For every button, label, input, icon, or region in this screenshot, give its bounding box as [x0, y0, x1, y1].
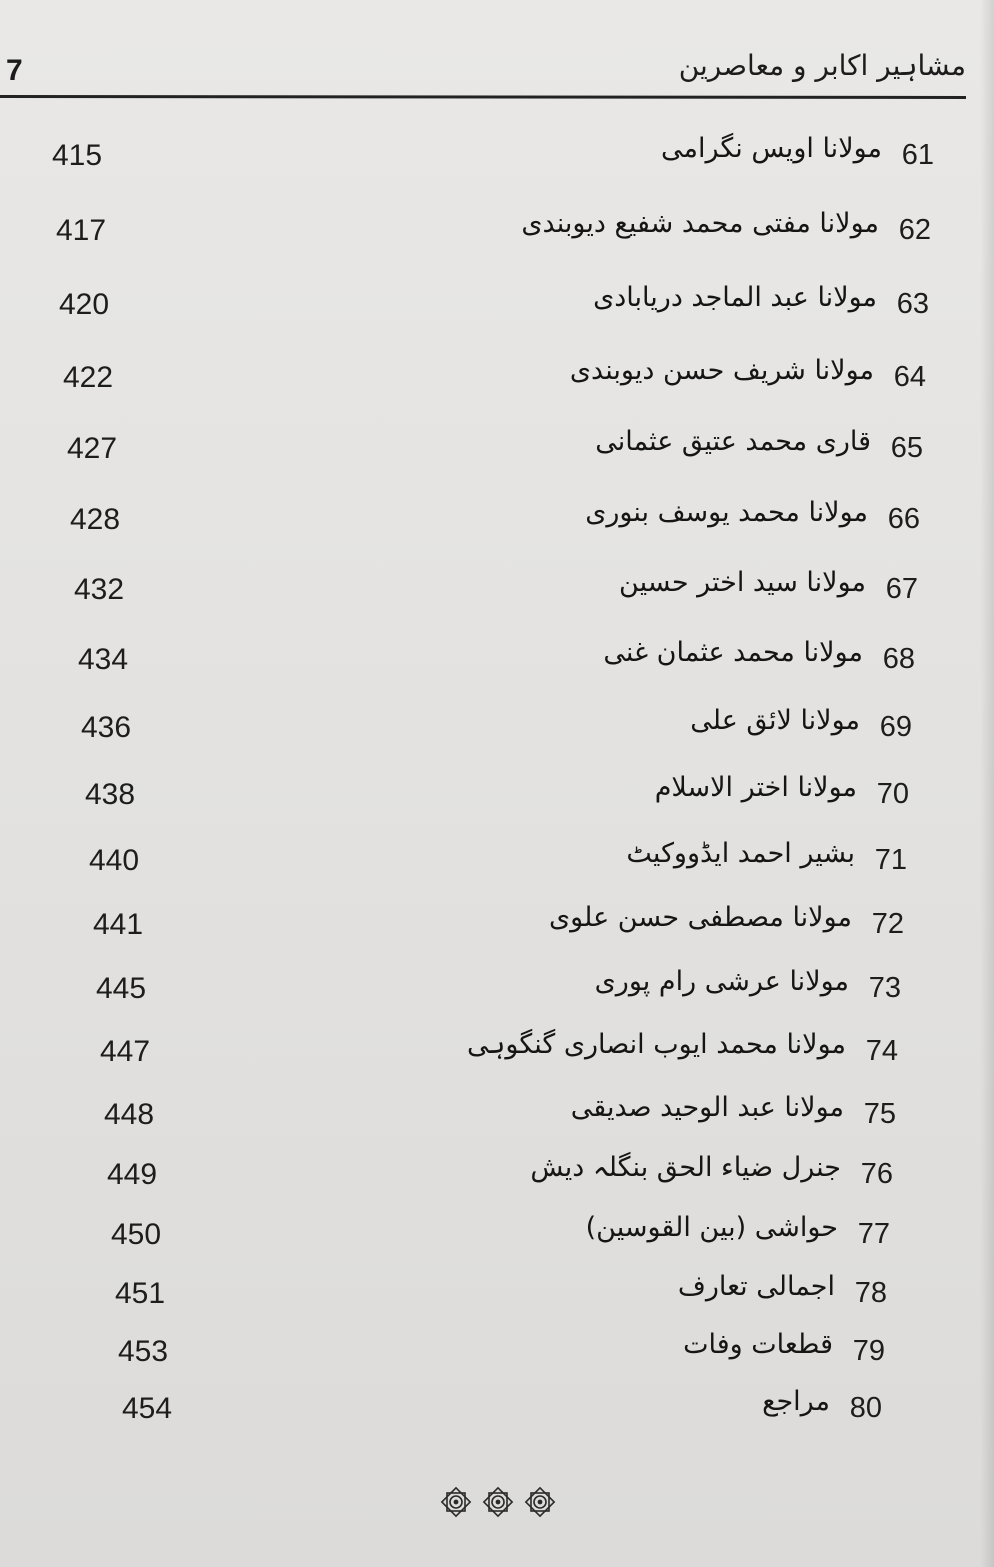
toc-entry-number: 71 [874, 844, 907, 876]
toc-entry-number: 77 [857, 1218, 890, 1250]
toc-entry-number: 76 [860, 1158, 893, 1190]
toc-entry-title: مولانا مفتی محمد شفیع دیوبندی [521, 208, 879, 239]
toc-row [0, 705, 994, 751]
toc-page-number: 432 [74, 573, 125, 606]
toc-entry-number: 66 [887, 503, 920, 535]
toc-page-number: 454 [122, 1392, 173, 1425]
toc-entry-number: 80 [849, 1392, 882, 1424]
toc-entry-title: مولانا عرشی رام پوری [594, 966, 849, 997]
flower-ornament-icon [481, 1485, 515, 1519]
toc-row [0, 355, 994, 401]
toc-row [0, 838, 994, 884]
toc-entry-number: 68 [882, 643, 915, 675]
toc-entry-title: مولانا عبد الوحید صدیقی [570, 1092, 844, 1123]
flower-ornament-icon [439, 1485, 473, 1519]
toc-entry-title: مولانا اویس نگرامی [661, 133, 882, 164]
toc-entry-number: 73 [868, 972, 901, 1004]
toc-row [0, 902, 994, 948]
toc-row [0, 282, 994, 328]
toc-row [0, 1271, 994, 1317]
toc-row [0, 133, 994, 179]
toc-page-number: 445 [96, 972, 147, 1005]
toc-entry-title: مولانا لائق علی [690, 705, 860, 736]
toc-entry-title: مولانا اختر الاسلام [654, 772, 857, 803]
toc-row [0, 637, 994, 683]
toc-page-number: 415 [52, 139, 103, 172]
toc-page-number: 447 [100, 1035, 151, 1068]
toc-entry-title: اجمالی تعارف [677, 1271, 835, 1302]
toc-row [0, 1092, 994, 1138]
toc-entry-number: 63 [896, 288, 929, 320]
running-title: مشاہیر اکابر و معاصرین [678, 49, 966, 82]
toc-page-number: 422 [63, 361, 114, 394]
toc-page-number: 417 [56, 214, 107, 247]
page-number: 7 [6, 54, 23, 87]
toc-entry-number: 74 [865, 1035, 898, 1067]
toc-page-number: 427 [67, 432, 118, 465]
toc-page-number: 441 [93, 908, 144, 941]
toc-entry-title: مراجع [762, 1386, 830, 1417]
toc-entry-title: جنرل ضیاء الحق بنگلہ دیش [530, 1152, 841, 1183]
toc-entry-title: مولانا محمد عثمان غنی [603, 637, 863, 668]
header-rule [0, 95, 966, 99]
toc-row [0, 1386, 994, 1432]
toc-entry-number: 78 [854, 1277, 887, 1309]
toc-entry-title: مولانا سید اختر حسین [619, 567, 866, 598]
toc-entry-number: 75 [863, 1098, 896, 1130]
toc-page-number: 420 [59, 288, 110, 321]
toc-entry-number: 69 [879, 711, 912, 743]
toc-row [0, 208, 994, 254]
toc-entry-title: مولانا مصطفی حسن علوی [549, 902, 852, 933]
toc-row [0, 497, 994, 543]
toc-page-number: 434 [78, 643, 129, 676]
page-edge-shadow [980, 0, 994, 1567]
toc-row [0, 1329, 994, 1375]
toc-page-number: 449 [107, 1158, 158, 1191]
toc-entry-number: 79 [852, 1335, 885, 1367]
toc-page-number: 451 [115, 1277, 166, 1310]
toc-entry-title: حواشی (بین القوسین) [585, 1212, 838, 1243]
toc-entry-number: 62 [898, 214, 931, 246]
toc-entry-title: مولانا محمد ایوب انصاری گنگوہی [467, 1029, 846, 1060]
toc-entry-title: بشیر احمد ایڈووکیٹ [626, 838, 855, 869]
toc-entry-number: 70 [876, 778, 909, 810]
toc-entry-title: مولانا شریف حسن دیوبندی [569, 355, 874, 386]
toc-entry-number: 72 [871, 908, 904, 940]
toc-row [0, 772, 994, 818]
toc-row [0, 1152, 994, 1198]
toc-entry-number: 61 [901, 139, 934, 171]
toc-page-number: 440 [89, 844, 140, 877]
toc-row [0, 966, 994, 1012]
toc-page-number: 428 [70, 503, 121, 536]
toc-row [0, 1029, 994, 1075]
footer-ornaments [438, 1484, 558, 1520]
flower-ornament-icon [523, 1485, 557, 1519]
toc-row [0, 567, 994, 613]
toc-row [0, 426, 994, 472]
toc-entry-title: مولانا محمد یوسف بنوری [585, 497, 868, 528]
toc-page-number: 450 [111, 1218, 162, 1251]
toc-entry-number: 64 [893, 361, 926, 393]
toc-entry-title: قطعات وفات [683, 1329, 833, 1360]
toc-page-number: 436 [81, 711, 132, 744]
toc-entry-title: قاری محمد عتیق عثمانی [595, 426, 871, 457]
toc-entry-title: مولانا عبد الماجد دریابادی [593, 282, 877, 313]
toc-page-number: 453 [118, 1335, 169, 1368]
toc-entry-number: 67 [885, 573, 918, 605]
toc-page-number: 438 [85, 778, 136, 811]
toc-entry-number: 65 [890, 432, 923, 464]
toc-row [0, 1212, 994, 1258]
toc-page-number: 448 [104, 1098, 155, 1131]
